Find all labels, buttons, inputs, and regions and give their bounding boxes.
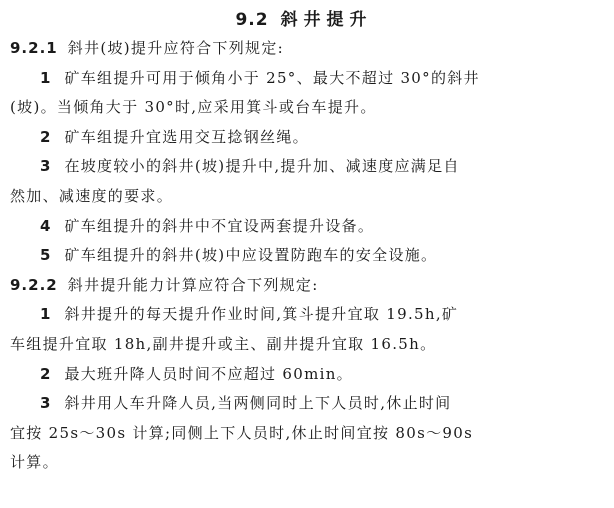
- clause-heading-text: 斜井提升能力计算应符合下列规定:: [67, 275, 319, 294]
- clause-heading-text: 斜井(坡)提升应符合下列规定:: [67, 39, 284, 57]
- item-text: 斜井用人车升降人员,当两侧同时上下人员时,休止时间: [64, 394, 452, 413]
- list-item: [10, 152, 598, 182]
- item-text: 矿车组提升的斜井(坡)中应设置防跑车的安全设施。: [64, 246, 438, 265]
- item-number: 3: [40, 157, 51, 176]
- clause-heading: [10, 34, 598, 64]
- list-item: [10, 389, 598, 419]
- item-number: 2: [40, 364, 51, 383]
- list-item: [10, 360, 598, 390]
- item-continuation: 然加、减速度的要求。: [10, 186, 174, 205]
- list-item: [10, 300, 598, 330]
- item-continuation: 车组提升宜取 18h,副井提升或主、副井提升宜取 16.5h。: [10, 334, 437, 353]
- item-text: 最大班升降人员时间不应超过 60min。: [64, 364, 353, 383]
- section-number: 9.2: [235, 10, 269, 30]
- section-title-text: 斜井提升: [280, 10, 373, 30]
- item-number: 3: [40, 394, 51, 413]
- item-number: 2: [40, 127, 51, 146]
- clause-heading: [10, 271, 598, 301]
- item-text: 矿车组提升的斜井中不宜设两套提升设备。: [64, 216, 375, 235]
- list-item: [10, 212, 598, 242]
- list-item: [10, 64, 598, 94]
- item-number: 1: [40, 305, 51, 324]
- clause-number: 9.2.2: [10, 275, 58, 294]
- list-item: [10, 241, 598, 271]
- item-number: 1: [40, 68, 51, 87]
- item-number: 5: [40, 246, 51, 265]
- item-text: 矿车组提升宜选用交互捻钢丝绳。: [64, 127, 309, 146]
- list-item: [10, 123, 598, 153]
- item-number: 4: [40, 216, 51, 235]
- item-text: 在坡度较小的斜井(坡)提升中,提升加、减速度应满足自: [64, 157, 460, 176]
- item-text: 矿车组提升可用于倾角小于 25°、最大不超过 30°的斜井: [64, 68, 480, 87]
- item-text: 斜井提升的每天提升作业时间,箕斗提升宜取 19.5h,矿: [64, 305, 459, 324]
- item-continuation: 宜按 25s～30s 计算;同侧上下人员时,休止时间宜按 80s～90s: [10, 423, 474, 442]
- item-continuation: 计算。: [10, 453, 59, 472]
- section-title: [10, 0, 598, 34]
- item-continuation: (坡)。当倾角大于 30°时,应采用箕斗或台车提升。: [10, 98, 377, 117]
- clause-number: 9.2.1: [10, 39, 58, 57]
